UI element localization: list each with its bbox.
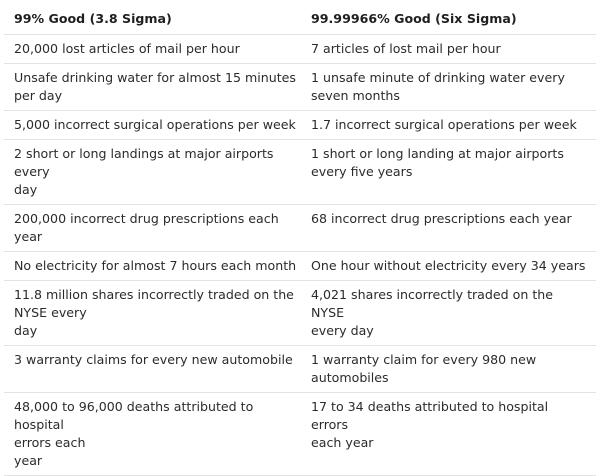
cell-six-sigma: 1 warranty claim for every 980 new automobiles xyxy=(305,346,596,393)
cell-99-percent: 3 warranty claims for every new automobile xyxy=(4,346,305,393)
table-row xyxy=(4,346,596,393)
header-99-percent: 99% Good (3.8 Sigma) xyxy=(4,0,305,35)
cell-99-percent: 200,000 incorrect drug prescriptions each year xyxy=(4,205,305,252)
table-row xyxy=(4,252,596,281)
cell-99-percent: 5,000 incorrect surgical operations per week xyxy=(4,111,305,140)
header-six-sigma: 99.99966% Good (Six Sigma) xyxy=(305,0,596,35)
cell-six-sigma: 1 unsafe minute of drinking water every seven months xyxy=(305,64,596,111)
cell-six-sigma: 68 incorrect drug prescriptions each year xyxy=(305,205,596,252)
cell-six-sigma: 1 short or long landing at major airports every five years xyxy=(305,140,596,205)
table-row xyxy=(4,111,596,140)
table-row xyxy=(4,281,596,346)
table-row xyxy=(4,140,596,205)
cell-six-sigma: One hour without electricity every 34 years xyxy=(305,252,596,281)
cell-99-percent: 2 short or long landings at major airports every day xyxy=(4,140,305,205)
cell-99-percent: 48,000 to 96,000 deaths attributed to hospital errors each year xyxy=(4,393,305,476)
cell-six-sigma: 7 articles of lost mail per hour xyxy=(305,35,596,64)
cell-99-percent: 11.8 million shares incorrectly traded on the NYSE every day xyxy=(4,281,305,346)
table-row xyxy=(4,64,596,111)
table-row xyxy=(4,35,596,64)
cell-six-sigma: 1.7 incorrect surgical operations per week xyxy=(305,111,596,140)
cell-99-percent: Unsafe drinking water for almost 15 minutes per day xyxy=(4,64,305,111)
table-header-row xyxy=(4,0,596,35)
cell-99-percent: 20,000 lost articles of mail per hour xyxy=(4,35,305,64)
cell-six-sigma: 4,021 shares incorrectly traded on the NYSE every day xyxy=(305,281,596,346)
cell-99-percent: No electricity for almost 7 hours each month xyxy=(4,252,305,281)
sigma-comparison-table xyxy=(4,0,596,476)
cell-six-sigma: 17 to 34 deaths attributed to hospital errors each year xyxy=(305,393,596,476)
table-row xyxy=(4,393,596,476)
table-row xyxy=(4,205,596,252)
